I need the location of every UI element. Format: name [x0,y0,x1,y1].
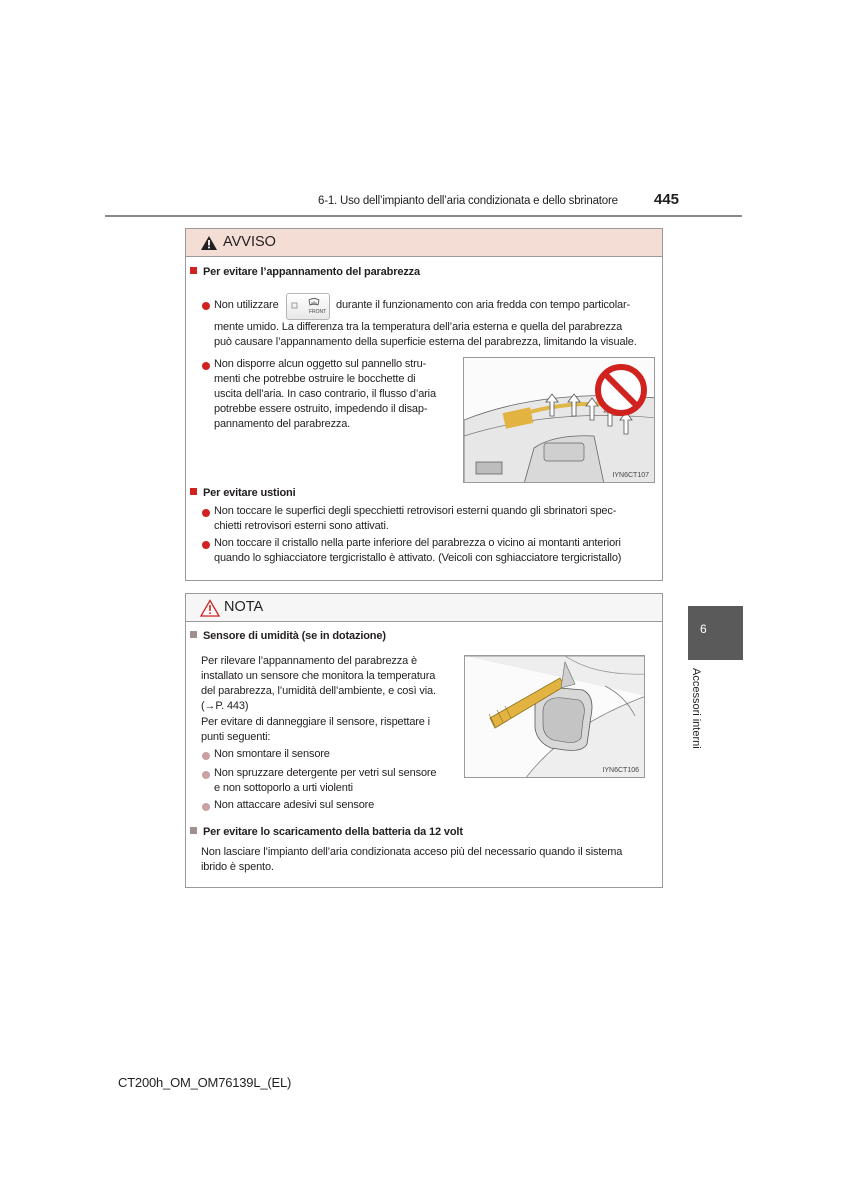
notice-section-heading: Per evitare lo scaricamento della batteria da 12 volt [190,826,463,838]
notice-title: NOTA [224,599,264,615]
bullet-dot-icon [202,803,210,811]
figure-code: IYN6CT106 [602,767,639,774]
dashboard-vents-figure [463,357,655,483]
prohibited-icon [598,367,644,413]
bullet-dot-icon [202,302,210,310]
bullet-dot-icon [202,752,210,760]
notice-paragraph: Non lasciare l’impianto dell’aria condizionata acceso più del necessario quando il sistema ibrido è spento. [201,846,623,873]
dashboard-illustration [464,358,655,483]
chapter-tab[interactable] [688,606,743,660]
list-item-text: durante il funzionamento con aria fredda con tempo particolar- [336,299,630,311]
list-item-text: Non disporre alcun oggetto sul pannello stru- menti che potrebbe ostruire le bocchette di uscita dell’aria. In caso contrario, il flusso d’aria potrebbe essere ostruito, impedendo il disap- pannamento del parabrezza. [214,358,436,430]
caution-triangle-icon [200,599,220,617]
humidity-sensor-figure [464,655,645,778]
section-square-icon [190,631,197,638]
section-square-icon [190,267,197,274]
sensor-illustration [465,656,645,778]
section-title: 6-1. Uso dell’impianto dell’aria condizionata e dello sbrinatore [318,195,618,207]
front-button-label: FRONT [309,309,327,315]
section-square-icon [190,488,197,495]
list-item-text: Non spruzzare detergente per vetri sul sensore e non sottoporlo a urti violenti [214,767,437,794]
page-number: 445 [654,191,680,208]
bullet-dot-icon [202,541,210,549]
windshield-defrost-icon [287,294,329,319]
list-item-text: Non utilizzare [214,299,279,311]
section-square-icon [190,827,197,834]
warning-section-heading: Per evitare ustioni [190,487,296,499]
notice-section-heading: Sensore di umidità (se in dotazione) [190,630,386,642]
bullet-dot-icon [202,362,210,370]
header-divider [105,215,742,217]
list-item-text: Non smontare il sensore [214,748,330,760]
notice-paragraph: Per evitare di danneggiare il sensore, rispettare i punti seguenti: [201,716,430,743]
warning-header [186,229,662,257]
warning-title: AVVISO [223,234,276,250]
list-item-text: può causare l’appannamento della superficie esterna del parabrezza, limitando la visuale. [214,336,637,348]
list-item-text: mente umido. La differenza tra la temperatura dell’aria esterna e quella del parabrezza [214,321,623,333]
list-item-text: Non toccare le superfici degli specchietti retrovisori esterni quando gli sbrinatori spec- chietti retrovisori esterni sono attivati. [214,505,617,532]
warning-triangle-icon [200,235,218,251]
notice-paragraph: Per rilevare l’appannamento del parabrezza è installato un sensore che monitora la temperatura del parabrezza, l’umidità dell’ambiente, e così via. (→P. 443) [201,655,436,712]
document-code: CT200h_OM_OM76139L_(EL) [118,1075,292,1090]
notice-header [186,594,662,622]
warning-section-heading: Per evitare l’appannamento del parabrezza [190,266,420,278]
chapter-label: Accessori interni [690,668,702,749]
list-item-text: Non toccare il cristallo nella parte inferiore del parabrezza o vicino ai montanti anteriori quando lo sghiacciatore tergicristallo è attivato. (Veicoli con sghiacciatore tergicristallo) [214,537,622,564]
figure-code: IYN6CT107 [612,472,649,479]
bullet-dot-icon [202,509,210,517]
bullet-dot-icon [202,771,210,779]
list-item-text: Non attaccare adesivi sul sensore [214,799,375,811]
chapter-number: 6 [700,622,707,636]
front-defroster-button-icon [286,293,330,320]
